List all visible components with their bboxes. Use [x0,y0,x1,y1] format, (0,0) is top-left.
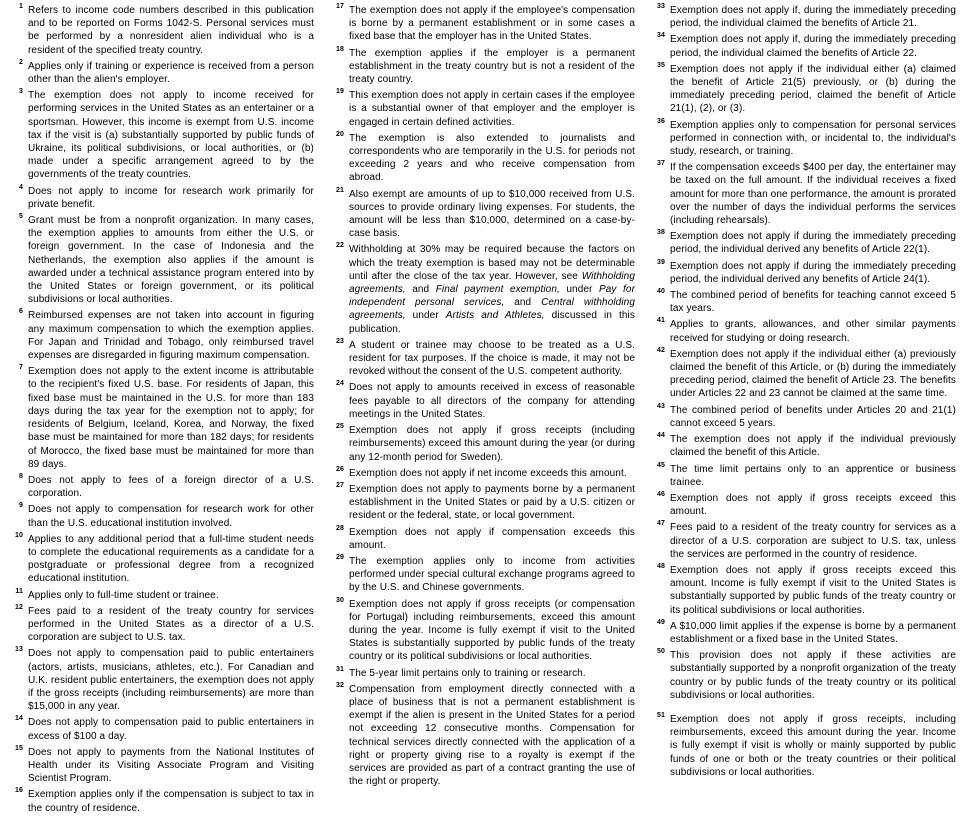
footnote-text: The time limit pertains only to an apprentice or business trainee. [670,463,956,488]
footnote [329,89,635,129]
footnote-number: 6 [19,308,23,316]
footnote-number: 51 [657,711,665,719]
footnote-text: The 5-year limit pertains only to training or research. [349,667,586,679]
footnote-number: 12 [15,603,23,611]
footnote [650,713,956,779]
footnote [329,526,635,552]
footnote [329,188,635,241]
footnote-number: 45 [657,461,665,469]
footnote-text: The exemption does not apply to income received for performing services in the United States as an entertainer or a sportsman. However, this income is exempt from U.S. income tax if the visit is (a) substantially supported by public funds of Ukraine, its political subdivisions, or local authorities, or (b) made under a specific arrangement agreed to by the governments of the treaty countries. [28,90,314,181]
footnote [650,433,956,459]
footnote [329,667,635,680]
footnote-text: Exemption does not apply if the individual either (a) claimed the benefit of Article 21(5) previously, or (b) during the immediately preceding period, claimed the benefit of Article 21(1), (2), or (3). [670,63,956,115]
footnote-text: Exemption does not apply if gross receipts, including reimbursements, exceed this amount during the year. Income is fully exempt if visit is wholly or mainly supported by public funds of one or both or the treaty countries or their political subdivisions or local authorities. [670,713,956,778]
footnote [650,620,956,646]
footnote-number: 16 [15,787,23,795]
footnote-number: 24 [336,380,344,388]
footnote-number: 17 [336,3,344,10]
footnote-text: Does not apply to compensation paid to public entertainers (actors, artists, musicians, athletes, etc.). For Canadian and U.K. resident public entertainers, the exemption does not apply if the gross receipts (including reimbursements) are more than $15,000 in any year. [28,648,314,713]
footnote-number: 32 [336,681,344,689]
footnote-number: 3 [19,88,23,96]
footnote-number: 23 [336,337,344,345]
footnote-number: 4 [19,183,23,191]
footnote-text: Exemption does not apply if gross receipts exceed this amount. [670,492,956,518]
footnote [650,521,956,561]
footnote-text: Does not apply to compensation for research work for other than the U.S. educational institution involved. [28,504,314,529]
footnote [650,404,956,430]
footnote [8,474,314,500]
footnote-text: Reimbursed expenses are not taken into account in figuring any maximum compensation to which the exemption applies. For Japan and Trinidad and Tobago, only reimbursed travel expenses are disregarded in figuring maximum compensation. [28,310,314,362]
footnote [329,132,635,185]
footnote-number: 5 [19,213,23,221]
footnote-text: Withholding at 30% may be required because the factors on which the treaty exemption is based may not be determinable until after the close of the tax year. However, see Withholding agreements, and Final payment exemption, under Pay for independent personal services, and Central withholding agreements, under Artists and Athletes, discussed in this publication. [349,244,635,335]
footnote [650,161,956,227]
footnote [8,309,314,362]
footnote [329,598,635,664]
footnote-number: 29 [336,553,344,561]
footnote [329,243,635,335]
footnote-number: 48 [657,562,665,570]
footnote-number: 18 [336,45,344,53]
footnote [329,339,635,379]
footnote [650,230,956,256]
footnote-number: 43 [657,402,665,410]
footnote [650,492,956,518]
footnote [650,63,956,116]
footnote [8,533,314,586]
footnote-text: The combined period of benefits under Articles 20 and 21(1) cannot exceed 5 years. [670,404,956,429]
footnote-number: 46 [657,490,665,498]
footnote [650,289,956,315]
footnote-text: Exemption does not apply if net income exceeds this amount. [349,467,627,479]
footnote-text: If the compensation exceeds $400 per day, the entertainer may be taxed on the full amount. If the individual receives a fixed amount for more than one performance, the amount is prorated over the number of days the individual performs the services (including rehearsals). [670,162,956,227]
footnote-text: Exemption does not apply if the individual either (a) previously claimed the benefit of this Article, or (b) during the immediately preceding period, claimed the benefit of Article 23. The benefits under Articles 22 and 23 cannot be claimed at the same time. [670,348,956,400]
footnote-text: This provision does not apply if these activities are substantially supported by a nonprofit organization of the treaty country or by public funds of the treaty country or its political subdivisions or local authorities. [670,650,956,701]
footnote-text: Applies to grants, allowances, and other similar payments received for studying or doing research. [670,319,956,344]
footnote [329,381,635,421]
footnote-text: Compensation from employment directly connected with a place of business that is not a permanent establishment is exempt if the alien is present in the United States for a period not exceeding 12 consecutive months. Compensation for technical services directly connected with the application of a right or property giving rise to a royalty is exempt if the services are provided as part of a contract granting the use of the right or property. [349,683,635,788]
footnote-text: Does not apply to compensation paid to public entertainers in excess of $100 a day. [28,717,314,742]
footnote [329,47,635,87]
footnote [8,746,314,786]
footnote-number: 42 [657,346,665,354]
footnote [650,649,956,702]
footnote [650,463,956,489]
footnote-text: Exemption does not apply if gross receipts (or compensation for Portugal) including reimbursements, exceed this amount during the year. Income is fully exempt if visit to the United States is substantially supported by public funds of the treaty country or its political subdivisions or local authorities. [349,598,635,663]
footnote-number: 27 [336,481,344,489]
footnote-number: 2 [19,58,23,66]
footnote [8,185,314,211]
footnote-text: Applies to any additional period that a full-time student needs to complete the educational requirements as a candidate for a postgraduate or professional degree from a recognized educational institution. [28,533,314,585]
footnote-text: This exemption does not apply in certain cases if the employee is a substantial owner of that employer and the employer is engaged in certain defined activities. [349,90,635,128]
footnote-text: Exemption applies only if the compensation is subject to tax in the country of residence. [28,789,314,814]
footnote [329,467,635,480]
footnote-number: 31 [336,665,344,673]
footnote-number: 49 [657,618,665,626]
footnote-text: Exemption applies only to compensation for personal services performed in connection with, or incidental to, the individual's study, research, or training. [670,119,956,158]
footnote-text: The exemption does not apply if the individual previously claimed the benefit of this Article. [670,434,956,459]
footnote-text: The exemption applies if the employer is a permanent establishment in the treaty country but is not a resident of the treaty country. [349,47,635,86]
footnote-number: 28 [336,524,344,532]
footnote-text: Exemption does not apply if during the immediately preceding period, the individual derived any benefits of Article 22(1). [670,231,956,256]
footnote-text: The combined period of benefits for teaching cannot exceed 5 tax years. [670,290,956,315]
footnote-number: 22 [336,242,344,250]
footnote [8,647,314,713]
footnote-text: The exemption does not apply if the employee's compensation is borne by a permanent establishment or in some cases a fixed base that the employer has in the United States. [349,5,635,43]
footnote-number: 25 [336,423,344,431]
footnote-text: A student or trainee may choose to be treated as a U.S. resident for tax purposes. If the choice is made, it may not be revoked without the consent of the U.S. competent authority. [349,339,635,378]
footnote-text: Does not apply to payments from the National Institutes of Health under its Visiting Associate Program and Visiting Scientist Program. [28,746,314,785]
footnote [650,260,956,286]
footnote-text: The exemption is also extended to journalists and correspondents who are temporarily in the U.S. for periods not exceeding 2 years and who receive compensation from abroad. [349,132,635,184]
footnote-number: 21 [336,186,344,194]
footnote [8,214,314,306]
footnote-number: 35 [657,61,665,69]
footnote-text: Exemption does not apply if during the immediately preceding period, the individual derived any benefits of Article 24(1). [670,260,956,285]
footnote-number: 15 [15,744,23,752]
footnote-text: Exemption does not apply if, during the immediately preceding period, the individual claimed the benefits of Article 21. [670,5,956,30]
footnote [329,4,635,44]
footnote-number: 10 [15,531,23,539]
footnote-number: 13 [15,646,23,654]
footnote-text: Grant must be from a nonprofit organization. In many cases, the exemption applies to amounts from either the U.S. or foreign government. In the case of Indonesia and the Netherlands, the exemption also applies if the amount is awarded under a technical assistance program entered into by the United States or foreign government, or its political subdivisions or local authorities. [28,215,314,306]
footnote-number: 30 [336,596,344,604]
footnote-number: 41 [657,317,665,325]
footnote-number: 20 [336,130,344,138]
footnote-number: 1 [19,3,23,10]
footnote [650,4,956,30]
footnote-number: 50 [657,648,665,656]
footnote-number: 11 [15,587,23,595]
footnote-number: 33 [657,3,665,10]
footnote-number: 36 [657,117,665,125]
footnote-number: 44 [657,432,665,440]
footnote-number: 19 [336,88,344,96]
footnote [8,4,314,57]
footnote [8,60,314,86]
footnote-text: Exemption does not apply to the extent income is attributable to the recipient's fixed U.S. base. For residents of Japan, this fixed base must be maintained in the U.S. for more than 183 days during the tax year for the exemption not to apply; for residents of Belgium, Iceland, Korea, and Norway, the fixed base must be maintained for more than 182 days; for residents of Morocco, the fixed base must be maintained for more than 89 days. [28,366,314,470]
footnote-text: Fees paid to a resident of the treaty country for services performed in the United States as a director of a U.S. corporation are subject to U.S. tax. [28,605,314,644]
footnote-text: Applies only if training or experience is received from a person other than the alien's employer. [28,60,314,86]
footnote [8,365,314,471]
footnote [329,483,635,523]
footnote-text: Exemption does not apply if compensation exceeds this amount. [349,526,635,551]
footnote-number: 47 [657,520,665,528]
footnote-number: 37 [657,160,665,168]
footnote-text: Applies only to full-time student or trainee. [28,589,219,601]
footnote-number: 14 [15,715,23,723]
footnotes-column-2 [329,4,635,818]
footnote-text: Fees paid to a resident of the treaty country for services as a director of a U.S. corporation are subject to U.S. tax, unless the services are performed in the country of residence. [670,522,956,560]
footnote-number: 7 [19,364,23,372]
footnote [8,716,314,742]
footnote-number: 39 [657,258,665,266]
footnote [8,605,314,645]
footnote [8,89,314,181]
footnote-text: Does not apply to fees of a foreign director of a U.S. corporation. [28,474,314,500]
footnote [329,424,635,464]
footnote-text: Exemption does not apply to payments borne by a permanent establishment in the United States or paid by a U.S. citizen or resident or the federal, state, or local government. [349,483,635,522]
footnote-text: Refers to income code numbers described in this publication and to be reported on Forms 1042-S. Personal services must be performed by a nonresident alien individual who is a resident of the specified treaty country. [28,5,314,56]
footnote-text: Does not apply to amounts received in excess of reasonable fees payable to all directors of the company for attending meetings in the United States. [349,382,635,420]
footnote-number: 38 [657,229,665,237]
footnote [650,564,956,617]
footnote [8,503,314,529]
footnote [650,348,956,401]
footnote [329,555,635,595]
footnote-number: 8 [19,472,23,480]
footnote [650,33,956,59]
footnote [329,683,635,789]
footnote-text: A $10,000 limit applies if the expense is borne by a permanent establishment or a fixed base in the United States. [670,620,956,645]
footnote-text: Exemption does not apply if, during the immediately preceding period, the individual claimed the benefits of Article 22. [670,34,956,59]
footnote-text: The exemption applies only to income from activities performed under special cultural exchange programs agreed to by the U.S. and Chinese governments. [349,555,635,594]
footnote-number: 34 [657,32,665,40]
footnote [650,318,956,344]
footnote [650,119,956,159]
footnotes-column-1 [8,4,314,818]
footnote-number: 26 [336,465,344,473]
footnote-text: Exemption does not apply if gross receipts (including reimbursements) exceed this amount during the year (or during any 12-month period for Sweden). [349,425,635,463]
footnote [8,788,314,814]
footnote-number: 40 [657,288,665,296]
footnote [8,589,314,602]
footnotes-column-3 [650,4,956,818]
footnote-number: 9 [19,502,23,510]
footnote-text: Exemption does not apply if gross receipts exceed this amount. Income is fully exempt if visit to the United States is substantially supported by public funds of the treaty country or its political subdivisions or local authorities. [670,564,956,616]
footnote-text: Also exempt are amounts of up to $10,000 received from U.S. sources to provide ordinary living expenses. For students, the amount will be less than $10,000, determined on a case-by-case basis. [349,188,635,240]
footnote-text: Does not apply to income for research work primarily for private benefit. [28,185,314,210]
